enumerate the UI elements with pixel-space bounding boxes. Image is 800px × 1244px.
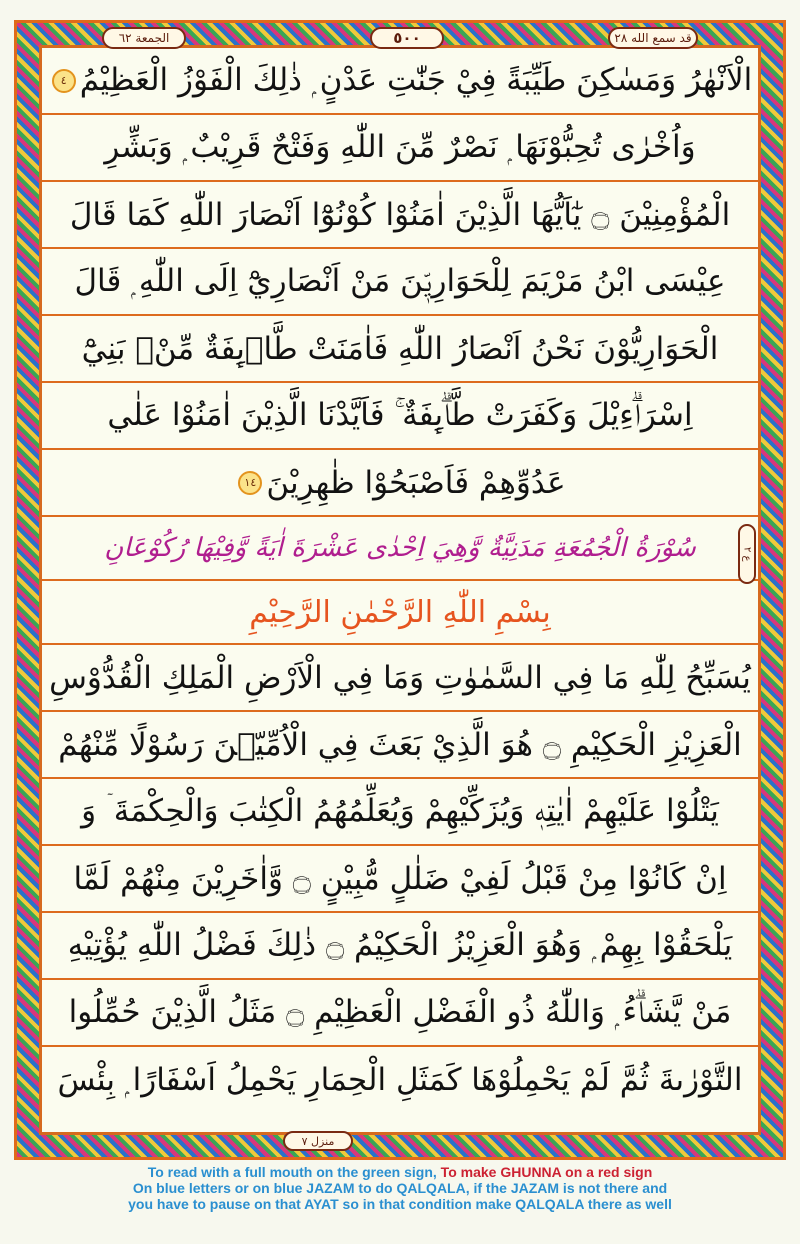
tajweed-instructions <box>0 1164 800 1212</box>
verse-text: وَاُخْرٰى تُحِبُّوْنَهَا ۭ نَصْرٌ مِّنَ اللّٰهِ وَفَتْحٌ قَرِيْبٌ ۭ وَبَشِّرِ <box>104 129 696 165</box>
page-inner <box>39 29 761 1135</box>
text-line-13 <box>42 846 758 913</box>
manzil-label: منزل ٧ <box>283 1131 353 1151</box>
text-line-6 <box>42 383 758 450</box>
text-line-2 <box>42 115 758 182</box>
ayah-marker: ١٤ <box>238 471 262 495</box>
verse-text: اِسْرَاۗءِيْلَ وَكَفَرَتْ طَّاۗىِٕفَةٌ ۚ فَاَيَّدْنَا الَّذِيْنَ اٰمَنُوْا عَلٰي <box>107 397 693 433</box>
verse-text: الْعَزِيْزِ الْحَكِيْمِ ۝ هُوَ الَّذِيْ بَعَثَ فِي الْاُمِّيّٖنَ رَسُوْلًا مِّنْهُمْ <box>58 726 742 763</box>
surah-title: سُوْرَةُ الْجُمُعَةِ مَدَنِيَّةٌ وَّهِيَ اِحْدٰى عَشْرَةَ اٰيَةً وَّفِيْهَا رُكُوْعَانِ <box>104 533 696 563</box>
verse-text: عِيْسَى ابْنُ مَرْيَمَ لِلْحَوَارِيّٖنَ مَنْ اَنْصَارِيْٓ اِلَى اللّٰهِ ۭ قَالَ <box>74 263 726 299</box>
juz-header-label: قد سمع الله ٢٨ <box>608 27 698 49</box>
footer-line-2: On blue letters or on blue JAZAM to do QALQALA, if the JAZAM is not there and <box>132 1180 668 1196</box>
text-line-14 <box>42 913 758 980</box>
footer-green-sign-note: To read with a full mouth on the green sign, <box>147 1164 437 1180</box>
verse-text: التَّوْرٰىةَ ثُمَّ لَمْ يَحْمِلُوْهَا كَمَثَلِ الْحِمَارِ يَحْمِلُ اَسْفَارًا ۭ بِئْسَ <box>57 1062 743 1098</box>
surah-title-line <box>42 517 758 581</box>
verse-text: يُسَبِّحُ لِلّٰهِ مَا فِي السَّمٰوٰتِ وَمَا فِي الْاَرْضِ الْمَلِكِ الْقُدُّوْسِ <box>49 659 751 696</box>
bismillah: بِسْمِ اللّٰهِ الرَّحْمٰنِ الرَّحِيْمِ <box>249 594 551 630</box>
text-line-11 <box>42 712 758 779</box>
text-lines <box>42 48 758 1132</box>
text-line-4 <box>42 249 758 316</box>
verse-text: عَدُوِّهِمْ فَاَصْبَحُوْا ظٰهِرِيْنَ <box>266 464 566 501</box>
verse-text: الْحَوَارِيُّوْنَ نَحْنُ اَنْصَارُ اللّٰهِ فَاٰمَنَتْ طَّاۗىِٕفَةٌ مِّنْۢ بَنِيْٓ <box>81 330 719 367</box>
surah-header-label: الجمعة ٦٢ <box>102 27 186 49</box>
ayah-marker: ٤ <box>52 69 76 93</box>
footer-line-1 <box>0 1164 800 1180</box>
verse-text: الْاَنْهٰرُ وَمَسٰكِنَ طَيِّبَةً فِيْ جَنّٰتِ عَدْنٍ ۭ ذٰلِكَ الْفَوْزُ الْعَظِيْمُ <box>79 62 753 98</box>
footer-line-3: you have to pause on that AYAT so in that condition make QALQALA there as well <box>128 1196 672 1212</box>
text-line-10 <box>42 645 758 712</box>
text-line-5 <box>42 316 758 383</box>
text-line-3 <box>42 182 758 249</box>
text-line-16 <box>42 1047 758 1114</box>
verse-text: الْمُؤْمِنِيْنَ ۝ يٰٓاَيُّهَا الَّذِيْنَ اٰمَنُوْا كُوْنُوْٓا اَنْصَارَ اللّٰهِ كَمَا قَالَ <box>69 196 731 233</box>
text-line-1 <box>42 48 758 115</box>
text-line-15 <box>42 980 758 1047</box>
ruku-marker: ع ٢ <box>738 524 756 584</box>
footer-ghunna-note: To make GHUNNA on a red sign <box>436 1164 653 1180</box>
page-number: ٥٠٠ <box>370 27 444 49</box>
text-line-12 <box>42 779 758 846</box>
verse-text: يَلْحَقُوْا بِهِمْ ۭ وَهُوَ الْعَزِيْزُ الْحَكِيْمُ ۝ ذٰلِكَ فَضْلُ اللّٰهِ يُؤْتِيْهِ <box>67 927 733 963</box>
text-line-7 <box>42 450 758 517</box>
page-frame <box>14 20 786 1160</box>
bismillah-line <box>42 581 758 645</box>
verse-text: مَنْ يَّشَاۗءُ ۭ وَاللّٰهُ ذُو الْفَضْلِ الْعَظِيْمِ ۝ مَثَلُ الَّذِيْنَ حُمِّلُوا <box>68 994 732 1030</box>
verse-text: يَتْلُوْا عَلَيْهِمْ اٰيٰتِهٖ وَيُزَكِّيْهِمْ وَيُعَلِّمُهُمُ الْكِتٰبَ وَالْحِكْمَةَ ۤ وَ <box>81 793 719 829</box>
verse-text: اِنْ كَانُوْا مِنْ قَبْلُ لَفِيْ ضَلٰلٍ مُّبِيْنٍ ۝ وَّاٰخَرِيْنَ مِنْهُمْ لَمَّا <box>73 860 727 897</box>
